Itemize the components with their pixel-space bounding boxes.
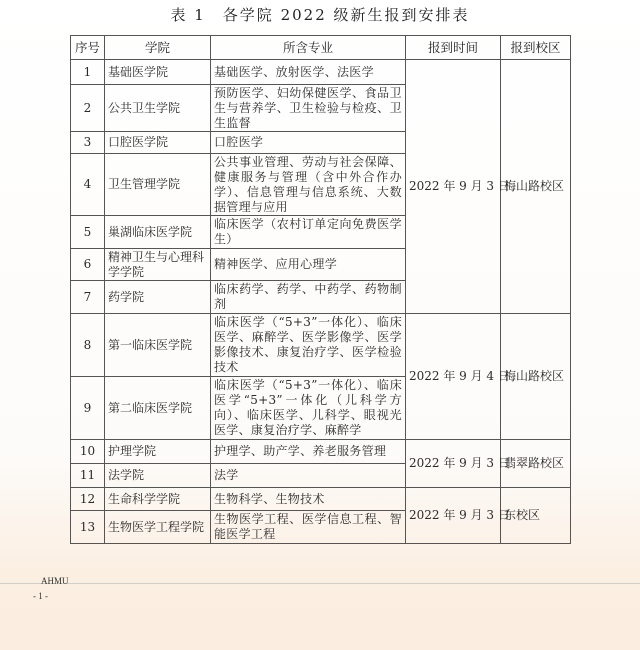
group-campus: 翡翠路校区: [501, 440, 571, 488]
table-row: [71, 488, 571, 511]
row-no: 3: [71, 132, 105, 154]
row-majors: 护理学、助产学、养老服务管理: [211, 440, 406, 464]
page-number: - 1 -: [33, 591, 48, 601]
row-college: 护理学院: [105, 440, 211, 464]
row-no: 6: [71, 249, 105, 281]
row-no: 13: [71, 511, 105, 544]
header-no: 序号: [71, 36, 105, 60]
row-majors: 口腔医学: [211, 132, 406, 154]
row-majors: 临床医学（“5+3”一体化）、临床医学“5+3”一体化（儿科学方向）、临床医学、儿科学、眼视光医学、康复治疗学、麻醉学: [211, 377, 406, 440]
row-no: 7: [71, 281, 105, 314]
row-college: 精神卫生与心理科学学院: [105, 249, 211, 281]
footer-divider: [0, 583, 640, 584]
row-college: 公共卫生学院: [105, 85, 211, 132]
row-no: 11: [71, 464, 105, 488]
row-no: 5: [71, 216, 105, 249]
group-campus: 东校区: [501, 488, 571, 544]
row-majors: 临床药学、药学、中药学、药物制剂: [211, 281, 406, 314]
group-date: 2022 年 9 月 3 日: [406, 488, 501, 544]
row-no: 12: [71, 488, 105, 511]
group-campus: 梅山路校区: [501, 60, 571, 314]
row-college: 口腔医学院: [105, 132, 211, 154]
header-college: 学院: [105, 36, 211, 60]
row-college: 药学院: [105, 281, 211, 314]
group-date: 2022 年 9 月 3 日: [406, 440, 501, 488]
group-date: 2022 年 9 月 4 日: [406, 314, 501, 440]
row-no: 9: [71, 377, 105, 440]
row-college: 生命科学学院: [105, 488, 211, 511]
row-majors: 临床医学（“5+3”一体化）、临床医学、麻醉学、医学影像学、医学影像技术、康复治疗学、医学检验技术: [211, 314, 406, 377]
table-row: [71, 314, 571, 377]
row-majors: 法学: [211, 464, 406, 488]
footer-brand: AHMU: [41, 576, 69, 586]
row-college: 生物医学工程学院: [105, 511, 211, 544]
row-majors: 公共事业管理、劳动与社会保障、健康服务与管理（含中外合作办学）、信息管理与信息系统、大数据管理与应用: [211, 154, 406, 216]
group-campus: 梅山路校区: [501, 314, 571, 440]
row-college: 法学院: [105, 464, 211, 488]
row-college: 卫生管理学院: [105, 154, 211, 216]
table-header-row: [71, 36, 571, 60]
row-college: 第二临床医学院: [105, 377, 211, 440]
row-college: 第一临床医学院: [105, 314, 211, 377]
header-campus: 报到校区: [501, 36, 571, 60]
table-row: [71, 60, 571, 85]
row-no: 8: [71, 314, 105, 377]
table-row: [71, 440, 571, 464]
row-college: 巢湖临床医学院: [105, 216, 211, 249]
row-college: 基础医学院: [105, 60, 211, 85]
registration-schedule-table: [70, 35, 571, 544]
row-no: 2: [71, 85, 105, 132]
row-no: 4: [71, 154, 105, 216]
table-title: 表 1 各学院 2022 级新生报到安排表: [170, 6, 470, 24]
row-majors: 生物科学、生物技术: [211, 488, 406, 511]
row-majors: 精神医学、应用心理学: [211, 249, 406, 281]
header-majors: 所含专业: [211, 36, 406, 60]
row-no: 10: [71, 440, 105, 464]
row-majors: 预防医学、妇幼保健医学、食品卫生与营养学、卫生检验与检疫、卫生监督: [211, 85, 406, 132]
group-date: 2022 年 9 月 3 日: [406, 60, 501, 314]
row-no: 1: [71, 60, 105, 85]
row-majors: 基础医学、放射医学、法医学: [211, 60, 406, 85]
row-majors: 生物医学工程、医学信息工程、智能医学工程: [211, 511, 406, 544]
row-majors: 临床医学（农村订单定向免费医学生）: [211, 216, 406, 249]
header-date: 报到时间: [406, 36, 501, 60]
